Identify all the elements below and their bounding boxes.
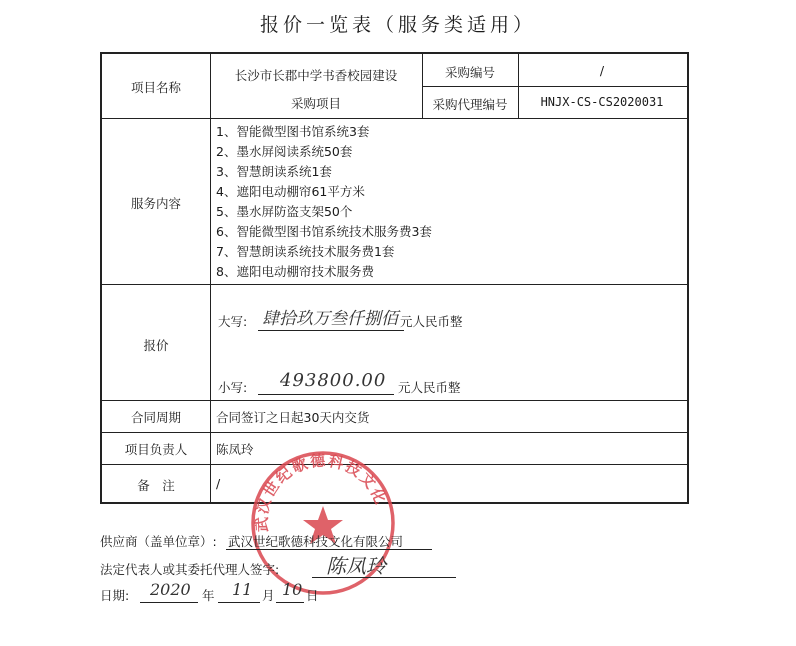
agent-no-label: 采购代理编号	[432, 97, 508, 112]
remarks-value: /	[216, 476, 221, 491]
row-divider	[102, 400, 687, 401]
remarks-label: 备 注	[137, 478, 175, 493]
supplier-label: 供应商（盖单位章）:	[100, 534, 217, 549]
row-divider	[102, 432, 687, 433]
contract-period-value: 合同签订之日起30天内交货	[216, 410, 370, 425]
lowercase-unit: 元人民币整	[398, 380, 461, 395]
service-item: 8、遮阳电动棚帘技术服务费	[216, 264, 374, 279]
contract-period-label: 合同周期	[130, 410, 181, 425]
uppercase-label: 大写:	[218, 314, 248, 329]
year-unit: 年	[202, 588, 215, 603]
project-manager-label: 项目负责人	[124, 442, 188, 457]
date-year: 2020	[150, 580, 191, 599]
lowercase-amount-handwritten: 493800.00	[280, 370, 387, 391]
lowercase-label: 小写:	[218, 380, 248, 395]
document-title: 报价一览表（服务类适用）	[259, 14, 536, 36]
representative-label: 法定代表人或其委托代理人签字:	[100, 562, 280, 577]
row-divider	[102, 284, 687, 285]
service-item: 4、遮阳电动棚帘61平方米	[216, 184, 365, 199]
day-unit: 日	[306, 588, 319, 603]
signature-underline	[312, 577, 456, 578]
month-unit: 月	[262, 588, 275, 603]
uppercase-unit: 元人民币整	[400, 314, 463, 329]
project-manager-value: 陈凤玲	[216, 442, 254, 457]
date-label: 日期:	[100, 588, 130, 603]
service-item: 5、墨水屏防盗支架50个	[216, 204, 353, 219]
agent-no-value: HNJX-CS-CS2020031	[540, 95, 664, 109]
service-content-label: 服务内容	[130, 196, 181, 211]
uppercase-amount-handwritten: 肆拾玖万叁仟捌佰	[262, 309, 398, 329]
day-underline	[276, 602, 304, 603]
project-name-line2: 采购项目	[290, 96, 341, 111]
service-item: 7、智慧朗读系统技术服务费1套	[216, 244, 395, 259]
purchase-no-label: 采购编号	[444, 65, 495, 80]
date-day: 10	[282, 580, 303, 599]
service-item: 3、智慧朗读系统1套	[216, 164, 332, 179]
year-underline	[140, 602, 198, 603]
purchase-no-value: /	[599, 63, 605, 78]
row-divider	[422, 86, 687, 87]
service-item: 6、智能微型图书馆系统技术服务费3套	[216, 224, 432, 239]
project-name-label: 项目名称	[130, 80, 181, 95]
svg-text:武汉世纪歌德科技文化: 武汉世纪歌德科技文化	[252, 451, 391, 533]
quote-table	[100, 52, 689, 504]
date-month: 11	[232, 580, 253, 599]
lowercase-underline	[258, 394, 394, 395]
service-item: 1、智能微型图书馆系统3套	[216, 124, 370, 139]
project-name-line1: 长沙市长郡中学书香校园建设	[234, 68, 398, 83]
supplier-name: 武汉世纪歌德科技文化有限公司	[228, 534, 404, 549]
month-underline	[218, 602, 260, 603]
column-divider	[210, 54, 211, 502]
quote-label: 报价	[143, 338, 169, 353]
uppercase-underline	[258, 330, 404, 331]
service-item: 2、墨水屏阅读系统50套	[216, 144, 353, 159]
representative-signature: 陈凤玲	[326, 554, 386, 578]
row-divider	[102, 118, 687, 119]
